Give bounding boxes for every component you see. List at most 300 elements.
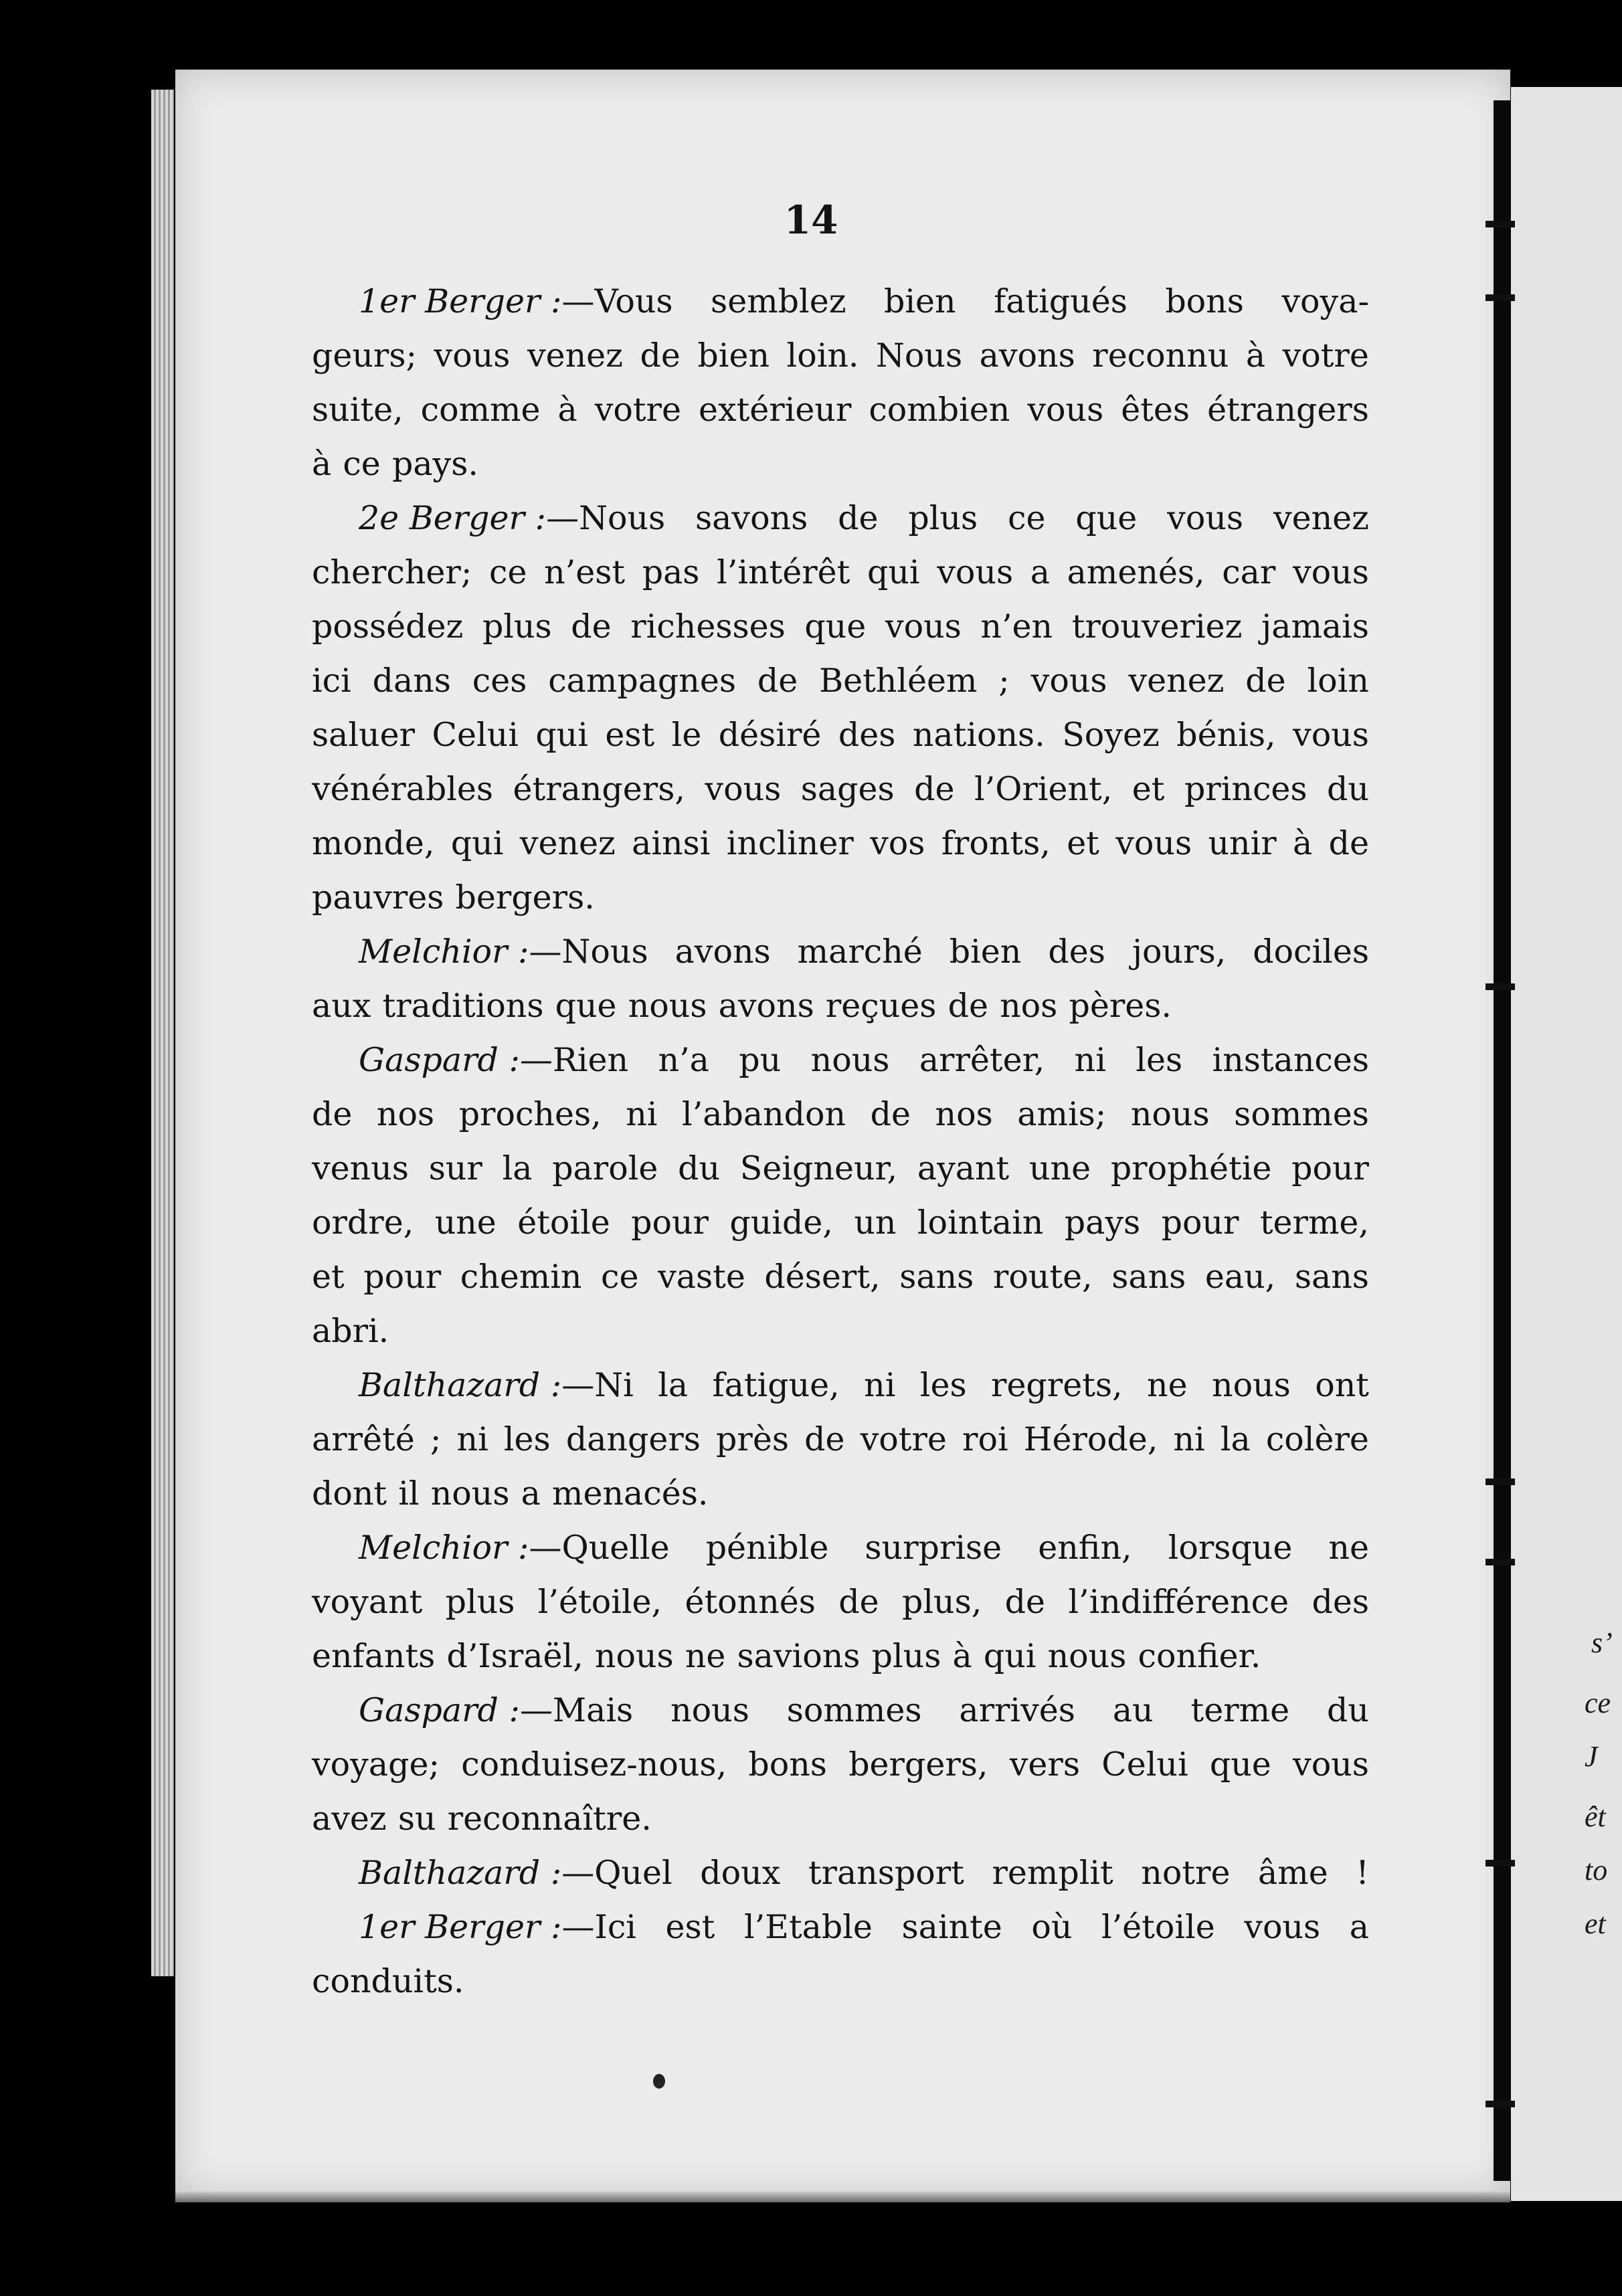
word: avons (674, 933, 771, 971)
word: chemin (460, 1258, 582, 1296)
text-line (312, 1412, 1369, 1466)
word: êtes (1121, 391, 1190, 429)
word: plus (445, 1583, 515, 1621)
word: avez (312, 1800, 387, 1838)
word: nos (935, 1095, 993, 1133)
word: prophétie (1110, 1149, 1272, 1187)
word: dont (312, 1474, 387, 1513)
word: sages (800, 770, 895, 808)
word: n’en (980, 607, 1053, 646)
word: étonnés (685, 1583, 816, 1621)
spine-stitch-mark (1485, 983, 1515, 990)
word: marché (797, 933, 923, 971)
page-bottom-edge (175, 2192, 1510, 2202)
page-number: 14 (784, 197, 838, 243)
word: Soyez (1062, 716, 1160, 754)
word: de (838, 499, 879, 537)
word: —Ni (561, 1366, 634, 1404)
speaker-name: Gaspard : (359, 1041, 520, 1079)
word: ces (472, 662, 527, 700)
word: nous (1047, 1637, 1127, 1675)
word: nous (1212, 1366, 1291, 1404)
word: ce (489, 553, 527, 591)
word: conduisez-nous, (461, 1745, 727, 1784)
word: a (1030, 553, 1050, 591)
word: de (1328, 824, 1369, 862)
word: plus (871, 1637, 941, 1675)
word: colère (1265, 1420, 1369, 1458)
speaker-name: Balthazard : (359, 1366, 562, 1404)
word: doux (700, 1854, 781, 1892)
word: Bethléem (819, 662, 978, 700)
speaker-lead (359, 274, 673, 328)
word: de (948, 987, 988, 1025)
word: surprise (865, 1529, 1002, 1567)
word: et (1067, 824, 1099, 862)
word: lointain (917, 1204, 1044, 1242)
word: l’Etable (743, 1908, 873, 1946)
word: a (521, 1474, 541, 1513)
word: car (1222, 553, 1276, 591)
word: confier. (1138, 1637, 1261, 1675)
word: geurs; (312, 337, 418, 375)
word: de (640, 337, 681, 375)
word: vous (1027, 391, 1104, 429)
word: fatigués (994, 282, 1128, 320)
word: voya- (1281, 282, 1369, 320)
word: vénérables (312, 770, 494, 808)
word: regrets, (991, 1366, 1123, 1404)
word: eau, (1204, 1258, 1276, 1296)
word: Nous (876, 337, 963, 375)
word: menacés. (552, 1474, 709, 1513)
word: le (671, 716, 702, 754)
word: de (804, 1420, 845, 1458)
word: bien (949, 933, 1022, 971)
speaker-lead (359, 1358, 634, 1412)
word: terme (1190, 1691, 1290, 1729)
word: est (605, 716, 655, 754)
word: sommes (1234, 1095, 1369, 1133)
word: plus (908, 499, 978, 537)
word: d’Israël, (446, 1637, 583, 1675)
text-line (312, 762, 1369, 816)
word: étoile (517, 1204, 610, 1242)
word: sans (899, 1258, 974, 1296)
word: parole (552, 1149, 658, 1187)
word: sur (428, 1149, 482, 1187)
text-line (312, 654, 1369, 708)
word: remplit (992, 1854, 1113, 1892)
word: proches, (458, 1095, 602, 1133)
word: âme (1258, 1854, 1328, 1892)
word: campagnes (548, 662, 736, 700)
word: n’est (544, 553, 626, 591)
word: monde, (312, 824, 435, 862)
text-line (312, 1737, 1369, 1792)
word: venez (1273, 499, 1369, 537)
word: des (1312, 1583, 1369, 1621)
word: et (312, 1258, 345, 1296)
spine-stitch-mark (1485, 1559, 1515, 1565)
word: —Ici (561, 1908, 636, 1946)
word: votre (860, 1420, 947, 1458)
word: nos (376, 1095, 435, 1133)
word: pas (642, 553, 700, 591)
word: richesses (630, 607, 786, 646)
word: transport (808, 1854, 964, 1892)
word: ni (864, 1366, 896, 1404)
word: vos (870, 824, 925, 862)
word: nous (810, 1041, 890, 1079)
word: vous (1293, 1745, 1369, 1784)
word: qui (535, 716, 588, 754)
page-body-text (312, 274, 1369, 2008)
text-line (312, 274, 1369, 328)
word: ce (343, 445, 381, 483)
word: près (716, 1420, 789, 1458)
adjacent-page-text-fragment: J (1585, 1740, 1598, 1773)
word: l’Orient, (974, 770, 1113, 808)
word: venez (1128, 662, 1225, 700)
word: avons (979, 337, 1075, 375)
text-line (312, 1466, 1369, 1521)
text-line (312, 1033, 1369, 1087)
word: ! (1356, 1854, 1369, 1892)
spine-stitch-mark (1485, 1478, 1515, 1485)
text-line (312, 708, 1369, 762)
word: ont (1315, 1366, 1369, 1404)
word: voyage; (312, 1745, 440, 1784)
word: votre (1282, 337, 1369, 375)
word: l’indifférence (1068, 1583, 1289, 1621)
word: de (1245, 662, 1286, 700)
text-line (312, 1575, 1369, 1629)
word: étrangers (1207, 391, 1369, 429)
word: à (952, 1637, 972, 1675)
word: à (1293, 824, 1313, 862)
word: —Quel (561, 1854, 672, 1892)
word: étrangers, (513, 770, 685, 808)
word: chercher; (312, 553, 472, 591)
word: l’étoile, (537, 1583, 662, 1621)
word: plus, (901, 1583, 982, 1621)
word: combien (869, 391, 1010, 429)
speaker-name: Melchior : (359, 1529, 529, 1567)
word: nous (594, 1637, 674, 1675)
word: l’intérêt (717, 553, 850, 591)
speaker-name: Gaspard : (359, 1691, 520, 1729)
text-line (312, 1250, 1369, 1304)
word: désiré (718, 716, 822, 754)
word: vous (885, 607, 962, 646)
word: jamais (1261, 607, 1369, 646)
speaker-name: Balthazard : (359, 1854, 562, 1892)
word: vous (1292, 553, 1369, 591)
word: de (838, 1583, 879, 1621)
word: jours, (1132, 933, 1227, 971)
word: venus (312, 1149, 409, 1187)
speaker-lead (359, 1683, 633, 1737)
word: terme, (1259, 1204, 1369, 1242)
word: qui (983, 1637, 1037, 1675)
word: dangers (565, 1420, 701, 1458)
word: semblez (711, 282, 846, 320)
word: et (1132, 770, 1165, 808)
word: une (434, 1204, 497, 1242)
word: venez (519, 824, 616, 862)
word: où (1031, 1908, 1073, 1946)
word: reçues (825, 987, 937, 1025)
spine-stitch-mark (1485, 1860, 1515, 1867)
book-spine (1494, 100, 1511, 2181)
word: ; (430, 1420, 442, 1458)
adjacent-page-text-fragment: to (1585, 1854, 1608, 1887)
word: ni (1173, 1420, 1205, 1458)
word: vous (1167, 499, 1244, 537)
speaker-name: 1er Berger : (359, 1908, 562, 1946)
speaker-lead (359, 1521, 670, 1575)
word: —Quelle (529, 1529, 670, 1567)
word: vous (1030, 662, 1107, 700)
word: enfin, (1038, 1529, 1132, 1567)
word: enfants (312, 1637, 436, 1675)
text-line (312, 383, 1369, 437)
text-line (312, 545, 1369, 599)
adjacent-page-text-fragment: et (1585, 1907, 1606, 1940)
word: de (757, 662, 798, 700)
word: bien (697, 337, 770, 375)
word: fronts, (941, 824, 1051, 862)
word: nous (670, 1691, 749, 1729)
text-line (312, 437, 1369, 491)
word: la (658, 1366, 689, 1404)
speaker-name: Melchior : (359, 933, 529, 971)
word: arrêter, (919, 1041, 1045, 1079)
word: bons (748, 1745, 827, 1784)
word: a (1349, 1908, 1369, 1946)
word: ni (1074, 1041, 1106, 1079)
word: —Rien (519, 1041, 629, 1079)
adjacent-page-fragment (1511, 87, 1622, 2201)
word: vous (434, 337, 511, 375)
word: Celui (1101, 1745, 1188, 1784)
word: à (1245, 337, 1266, 375)
text-line (312, 1358, 1369, 1412)
word: fatigue, (712, 1366, 840, 1404)
word: nous (1130, 1095, 1210, 1133)
word: pays (1064, 1204, 1141, 1242)
word: ordre, (312, 1204, 414, 1242)
word: pour (1161, 1204, 1239, 1242)
word: —Mais (519, 1691, 634, 1729)
word: Celui (432, 716, 519, 754)
word: reconnu (1092, 337, 1229, 375)
word: unir (1208, 824, 1277, 862)
word: bénis, (1176, 716, 1276, 754)
word: vous (1244, 1908, 1321, 1946)
word: amenés, (1067, 553, 1205, 591)
word: suite, (312, 391, 403, 429)
word: ayant (917, 1149, 1010, 1187)
word: loin. (786, 337, 859, 375)
word: ; (998, 662, 1010, 700)
speaker-name: 2e Berger : (359, 499, 547, 537)
word: dans (372, 662, 451, 700)
word: pénible (705, 1529, 829, 1567)
word: vaste (658, 1258, 745, 1296)
word: n’a (658, 1041, 709, 1079)
word: trouveriez (1071, 607, 1243, 646)
word: amis; (1017, 1095, 1107, 1133)
speaker-lead (359, 1033, 628, 1087)
word: roi (962, 1420, 1008, 1458)
word: les (503, 1420, 551, 1458)
word: à (557, 391, 577, 429)
text-line (312, 1521, 1369, 1575)
word: ici (312, 662, 351, 700)
word: que (1075, 499, 1138, 537)
word: pays. (391, 445, 478, 483)
word: ne (1328, 1529, 1369, 1567)
word: un (854, 1204, 897, 1242)
word: bergers, (848, 1745, 988, 1784)
speaker-lead (359, 1846, 672, 1900)
word: pères. (1069, 987, 1172, 1025)
word: Seigneur, (739, 1149, 898, 1187)
adjacent-page-text-fragment: s’ (1591, 1626, 1613, 1659)
word: pour (363, 1258, 442, 1296)
word: nous (628, 987, 707, 1025)
text-line (312, 870, 1369, 925)
word: extérieur (698, 391, 852, 429)
word: reconnaître. (447, 1800, 652, 1838)
word: votre (594, 391, 681, 429)
word: —Vous (561, 282, 673, 320)
word: incliner (726, 824, 854, 862)
word: arrêté (312, 1420, 415, 1458)
word: —Nous (529, 933, 648, 971)
word: pauvres (312, 878, 444, 917)
word: de (571, 607, 612, 646)
text-line (312, 1304, 1369, 1358)
word: notre (1141, 1854, 1231, 1892)
word: ne (685, 1637, 726, 1675)
word: sommes (786, 1691, 922, 1729)
word: vers (1009, 1745, 1080, 1784)
word: —Nous (546, 499, 666, 537)
word: au (1112, 1691, 1154, 1729)
ink-blot (653, 2074, 665, 2089)
speaker-lead (359, 925, 648, 979)
word: ni (626, 1095, 658, 1133)
word: nous (430, 1474, 510, 1513)
adjacent-page-text-fragment: ce (1585, 1687, 1611, 1719)
text-line (312, 816, 1369, 870)
text-line (312, 979, 1369, 1033)
word: dociles (1253, 933, 1369, 971)
word: une (1028, 1149, 1091, 1187)
word: qui (867, 553, 920, 591)
word: qui (450, 824, 504, 862)
word: savons (695, 499, 808, 537)
word: pu (739, 1041, 782, 1079)
word: du (1327, 1691, 1369, 1729)
word: les (1136, 1041, 1183, 1079)
word: ni (456, 1420, 488, 1458)
word: sans (1111, 1258, 1186, 1296)
word: ne (1147, 1366, 1188, 1404)
text-line (312, 1846, 1369, 1900)
text-line (312, 1900, 1369, 1954)
text-line (312, 1195, 1369, 1250)
word: du (1327, 770, 1369, 808)
word: abri. (312, 1312, 389, 1350)
speaker-lead (359, 491, 665, 545)
word: bergers. (455, 878, 595, 917)
text-line (312, 1141, 1369, 1195)
word: bien (883, 282, 956, 320)
page-stack-edge (151, 90, 174, 1976)
word: pour (631, 1204, 709, 1242)
word: désert, (764, 1258, 881, 1296)
word: de (1004, 1583, 1046, 1621)
word: de (312, 1095, 353, 1133)
word: avons (718, 987, 814, 1025)
word: pour (1291, 1149, 1369, 1187)
speaker-name: 1er Berger : (359, 282, 562, 320)
word: sainte (901, 1908, 1002, 1946)
word: des (838, 716, 896, 754)
word: aux (312, 987, 371, 1025)
text-line (312, 1087, 1369, 1141)
text-line (312, 1629, 1369, 1683)
word: nos (1000, 987, 1058, 1025)
word: vous (705, 770, 782, 808)
word: conduits. (312, 1962, 464, 2000)
word: lorsque (1168, 1529, 1293, 1567)
word: il (398, 1474, 420, 1513)
word: possédez (312, 607, 464, 646)
word: ainsi (632, 824, 711, 862)
text-line (312, 599, 1369, 654)
word: vous (1293, 716, 1369, 754)
text-line (312, 1954, 1369, 2008)
adjacent-page-text-fragment: êt (1585, 1800, 1606, 1833)
word: bons (1165, 282, 1244, 320)
word: route, (992, 1258, 1093, 1296)
word: voyant (312, 1583, 423, 1621)
word: que (555, 987, 617, 1025)
text-line (312, 491, 1369, 545)
word: Hérode, (1023, 1420, 1158, 1458)
word: du (678, 1149, 721, 1187)
speaker-lead (359, 1900, 636, 1954)
word: est (665, 1908, 715, 1946)
word: que (1209, 1745, 1271, 1784)
text-line (312, 328, 1369, 383)
word: traditions (382, 987, 544, 1025)
word: de (914, 770, 955, 808)
word: les (919, 1366, 967, 1404)
word: princes (1184, 770, 1308, 808)
word: l’étoile (1101, 1908, 1215, 1946)
word: plus (482, 607, 552, 646)
word: sans (1294, 1258, 1369, 1296)
word: arrivés (959, 1691, 1075, 1729)
word: venez (527, 337, 623, 375)
text-line (312, 925, 1369, 979)
